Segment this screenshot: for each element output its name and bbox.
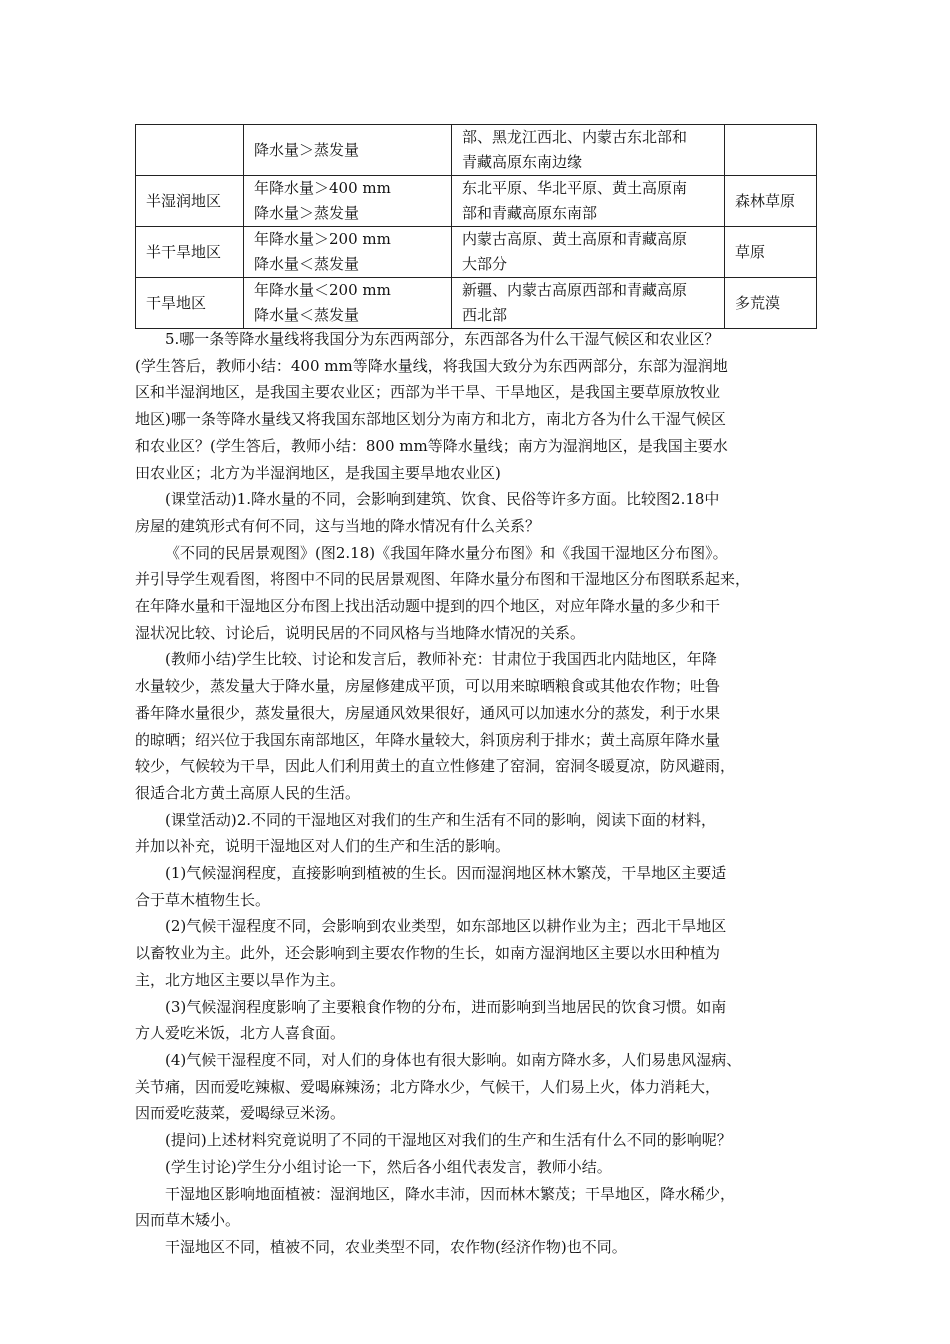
criteria-line: 降水量＜蒸发量 xyxy=(254,306,360,324)
vegetation-cell: 多荒漠 xyxy=(725,278,817,329)
table-row xyxy=(136,176,817,227)
text-line: 较少，气候较为干旱，因此人们利用黄土的直立性修建了窑洞，窑洞冬暖夏凉，防风避雨， xyxy=(135,757,736,776)
text-line: 和农业区？(学生答后，教师小结：800 mm等降水量线；南方为湿润地区，是我国主要水 xyxy=(135,436,728,455)
text-line: (3)气候湿润程度影响了主要粮食作物的分布，进而影响到当地居民的饮食习惯。如南 xyxy=(165,997,727,1016)
region-cell: 半干旱地区 xyxy=(136,227,244,278)
text-line: 合于草木植物生长。 xyxy=(135,890,271,909)
area-line: 内蒙古高原、黄土高原和青藏高原 xyxy=(462,230,688,248)
text-line: (4)气候干湿程度不同，对人们的身体也有很大影响。如南方降水多，人们易患风湿病、 xyxy=(165,1050,742,1069)
areas-cell xyxy=(452,125,725,176)
text-line: 干湿地区影响地面植被：湿润地区，降水丰沛，因而林木繁茂；干旱地区，降水稀少， xyxy=(165,1184,736,1203)
text-line: (课堂活动)1.降水量的不同，会影响到建筑、饮食、民俗等许多方面。比较图2.18中 xyxy=(165,490,720,509)
text-line: 干湿地区不同，植被不同，农业类型不同，农作物(经济作物)也不同。 xyxy=(165,1237,627,1256)
area-line: 部和青藏高原东南部 xyxy=(462,204,598,222)
vegetation-cell: 草原 xyxy=(725,227,817,278)
text-line: (教师小结)学生比较、讨论和发言后，教师补充：甘肃位于我国西北内陆地区，年降 xyxy=(165,650,717,669)
text-line: 因而爱吃菠菜，爱喝绿豆米汤。 xyxy=(135,1104,346,1123)
areas-cell xyxy=(452,278,725,329)
text-line: (学生答后，教师小结：400 mm等降水量线，将我国大致分为东西两部分，东部为湿润地 xyxy=(135,356,728,375)
table-row xyxy=(136,278,817,329)
text-line: (2)气候干湿程度不同，会影响到农业类型，如东部地区以耕作业为主；西北干旱地区 xyxy=(165,917,727,936)
dry-wet-regions-table xyxy=(135,124,817,329)
area-line: 新疆、内蒙古高原西部和青藏高原 xyxy=(462,281,688,299)
text-line: (1)气候湿润程度，直接影响到植被的生长。因而湿润地区林木繁茂，干旱地区主要适 xyxy=(165,864,727,883)
criteria-cell xyxy=(244,176,452,227)
text-line: 《不同的民居景观图》(图2.18)《我国年降水量分布图》和《我国干湿地区分布图》。 xyxy=(165,543,728,562)
area-line: 青藏高原东南边缘 xyxy=(462,153,583,171)
text-line: 田农业区；北方为半湿润地区，是我国主要旱地农业区) xyxy=(135,463,501,482)
vegetation-cell xyxy=(725,125,817,176)
area-line: 大部分 xyxy=(462,255,508,273)
region-cell xyxy=(136,125,244,176)
text-line: 水量较少，蒸发量大于降水量，房屋修建成平顶，可以用来晾晒粮食或其他农作物；吐鲁 xyxy=(135,677,721,696)
text-line: 在年降水量和干湿地区分布图上找出活动题中提到的四个地区，对应年降水量的多少和干 xyxy=(135,597,721,616)
text-line: 区和半湿润地区，是我国主要农业区；西部为半干旱、干旱地区，是我国主要草原放牧业 xyxy=(135,383,721,402)
body-text xyxy=(135,326,819,1261)
areas-cell xyxy=(452,176,725,227)
table-row xyxy=(136,125,817,176)
text-line: 地区)哪一条等降水量线又将我国东部地区划分为南方和北方，南北方各为什么干湿气候区 xyxy=(135,410,726,429)
area-line: 西北部 xyxy=(462,306,508,324)
criteria-cell xyxy=(244,125,452,176)
criteria-line: 降水量＞蒸发量 xyxy=(254,140,360,159)
text-line: 并引导学生观看图，将图中不同的民居景观图、年降水量分布图和干湿地区分布图联系起来， xyxy=(135,570,751,589)
text-line: 主，北方地区主要以旱作为主。 xyxy=(135,970,346,989)
text-line: 番年降水量很少，蒸发量很大，房屋通风效果很好，通风可以加速水分的蒸发，利于水果 xyxy=(135,703,721,722)
text-line: 关节痛，因而爱吃辣椒、爱喝麻辣汤；北方降水少，气候干，人们易上火，体力消耗大， xyxy=(135,1077,721,1096)
criteria-line: 降水量＜蒸发量 xyxy=(254,255,360,273)
vegetation-cell: 森林草原 xyxy=(725,176,817,227)
text-line: 5.哪一条等降水量线将我国分为东西两部分，东西部各为什么干湿气候区和农业区？ xyxy=(165,330,720,348)
areas-cell xyxy=(452,227,725,278)
area-line: 东北平原、华北平原、黄土高原南 xyxy=(462,179,688,197)
region-cell: 干旱地区 xyxy=(136,278,244,329)
text-line: 房屋的建筑形式有何不同，这与当地的降水情况有什么关系？ xyxy=(135,516,541,535)
text-line: (学生讨论)学生分小组讨论一下，然后各小组代表发言，教师小结。 xyxy=(165,1157,612,1176)
text-line: 很适合北方黄土高原人民的生活。 xyxy=(135,783,361,802)
region-cell: 半湿润地区 xyxy=(136,176,244,227)
criteria-cell xyxy=(244,227,452,278)
criteria-cell xyxy=(244,278,452,329)
text-line: (提问)上述材料究竟说明了不同的干湿地区对我们的生产和生活有什么不同的影响呢？ xyxy=(165,1131,732,1150)
text-line: 的晾晒；绍兴位于我国东南部地区，年降水量较大，斜顶房利于排水；黄土高原年降水量 xyxy=(135,730,721,749)
criteria-line: 年降水量＜200 mm xyxy=(254,281,391,299)
area-line: 部、黑龙江西北、内蒙古东北部和 xyxy=(462,128,688,146)
table-row xyxy=(136,227,817,278)
criteria-line: 降水量＞蒸发量 xyxy=(254,204,360,222)
text-line: (课堂活动)2.不同的干湿地区对我们的生产和生活有不同的影响，阅读下面的材料， xyxy=(165,810,717,829)
criteria-line: 年降水量＞400 mm xyxy=(254,179,391,197)
text-line: 以畜牧业为主。此外，还会影响到主要农作物的生长，如南方湿润地区主要以水田种植为 xyxy=(135,944,721,963)
text-line: 方人爱吃米饭，北方人喜食面。 xyxy=(135,1024,346,1043)
text-line: 湿状况比较、讨论后，说明民居的不同风格与当地降水情况的关系。 xyxy=(135,623,586,642)
criteria-line: 年降水量＞200 mm xyxy=(254,230,391,248)
text-line: 并加以补充，说明干湿地区对人们的生产和生活的影响。 xyxy=(135,837,511,856)
text-line: 因而草木矮小。 xyxy=(135,1211,241,1230)
